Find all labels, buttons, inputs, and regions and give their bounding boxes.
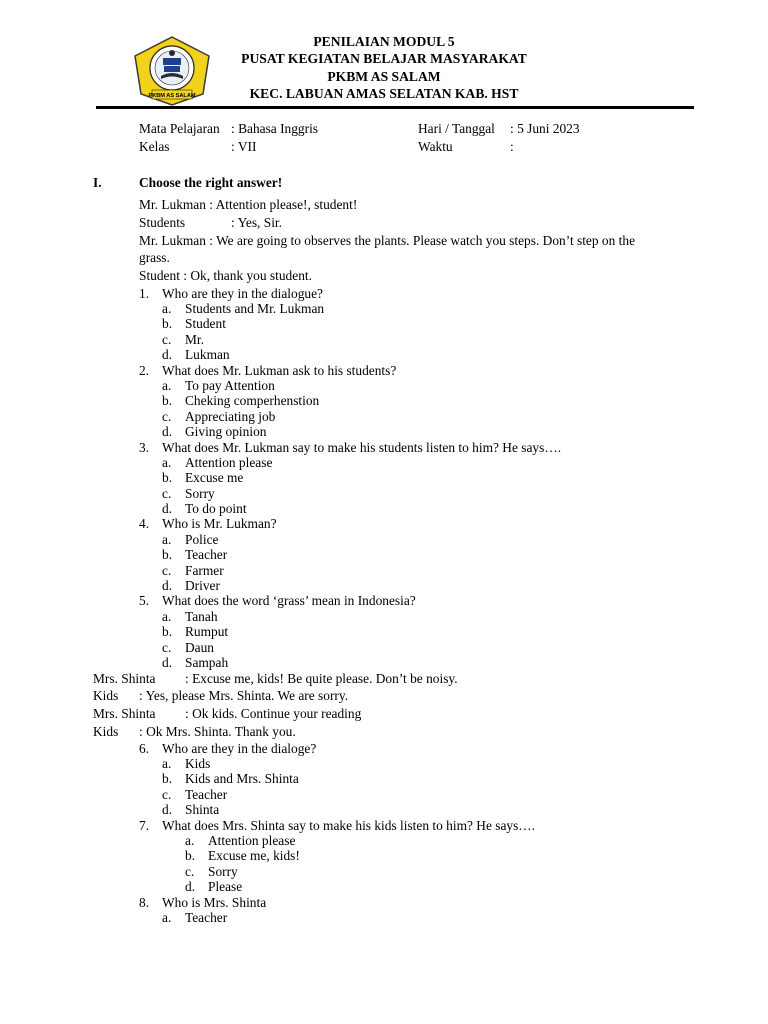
dialogue-speaker: Students <box>139 215 186 230</box>
option-letter: a. <box>162 532 172 547</box>
option-text: Teacher <box>185 787 228 802</box>
question-number: 3. <box>139 440 150 455</box>
dialogue-speaker: Mrs. Shinta <box>93 706 156 721</box>
option-text: To pay Attention <box>185 378 275 393</box>
question-text: Who are they in the dialogue? <box>162 286 323 301</box>
option-text: Rumput <box>185 624 229 639</box>
option-letter: c. <box>162 563 172 578</box>
option-text: Attention please <box>185 455 273 470</box>
question-number: 8. <box>139 895 150 910</box>
option-text: Students and Mr. Lukman <box>185 301 325 316</box>
question-number: 2. <box>139 363 150 378</box>
dialogue-line: Mr. Lukman : Attention please!, student! <box>139 197 358 212</box>
subject-value: : Bahasa Inggris <box>231 121 319 136</box>
option-text: Attention please <box>208 833 296 848</box>
option-text: Shinta <box>185 802 220 817</box>
question-number: 7. <box>139 818 150 833</box>
question-text: Who are they in the dialoge? <box>162 741 317 756</box>
question-text: What does Mr. Lukman say to make his students listen to him? He says…. <box>162 440 562 455</box>
option-text: Mr. <box>185 332 204 347</box>
date-label: Hari / Tanggal <box>418 121 495 136</box>
dialogue-line: : Excuse me, kids! Be quite please. Don’t be noisy. <box>185 671 458 686</box>
header-divider <box>96 106 694 109</box>
option-letter: d. <box>162 802 173 817</box>
question-number: 1. <box>139 286 150 301</box>
option-letter: a. <box>162 378 172 393</box>
question-text: What does the word ‘grass’ mean in Indonesia? <box>162 593 416 608</box>
option-text: Sorry <box>208 864 238 879</box>
option-letter: d. <box>162 501 173 516</box>
option-letter: b. <box>185 848 196 863</box>
option-text: Excuse me, kids! <box>208 848 300 863</box>
class-label: Kelas <box>139 139 170 154</box>
option-letter: a. <box>162 910 172 925</box>
option-letter: b. <box>162 547 173 562</box>
header-institution: PUSAT KEGIATAN BELAJAR MASYARAKAT <box>241 51 527 66</box>
option-text: Tanah <box>185 609 218 624</box>
option-letter: c. <box>162 486 172 501</box>
option-text: Police <box>185 532 219 547</box>
option-text: Kids <box>185 756 211 771</box>
logo-caption: PKBM AS SALAM <box>148 93 196 99</box>
option-letter: c. <box>185 864 195 879</box>
option-letter: b. <box>162 470 173 485</box>
option-text: Lukman <box>185 347 230 362</box>
option-letter: d. <box>162 347 173 362</box>
option-text: Daun <box>185 640 215 655</box>
option-letter: d. <box>162 578 173 593</box>
question-number: 5. <box>139 593 150 608</box>
option-letter: c. <box>162 787 172 802</box>
header-address: KEC. LABUAN AMAS SELATAN KAB. HST <box>249 86 519 101</box>
dialogue-line: : Ok Mrs. Shinta. Thank you. <box>139 724 296 739</box>
option-letter: b. <box>162 771 173 786</box>
dialogue-line: grass. <box>139 250 170 265</box>
section-number: I. <box>93 175 102 190</box>
option-text: Teacher <box>185 547 228 562</box>
option-text: Sampah <box>185 655 229 670</box>
header-title: PENILAIAN MODUL 5 <box>313 34 455 49</box>
option-letter: b. <box>162 316 173 331</box>
option-letter: c. <box>162 332 172 347</box>
class-value: : VII <box>231 139 257 154</box>
dialogue-speaker: Mrs. Shinta <box>93 671 156 686</box>
dialogue-speaker: Kids <box>93 724 119 739</box>
dialogue-speaker: Kids <box>93 688 119 703</box>
question-text: Who is Mrs. Shinta <box>162 895 267 910</box>
option-letter: c. <box>162 640 172 655</box>
question-text: What does Mrs. Shinta say to make his kids listen to him? He says…. <box>162 818 536 833</box>
option-letter: a. <box>162 756 172 771</box>
date-value: : 5 Juni 2023 <box>510 121 580 136</box>
dialogue-line: : Ok kids. Continue your reading <box>185 706 362 721</box>
dialogue-line: Student : Ok, thank you student. <box>139 268 312 283</box>
option-letter: a. <box>162 455 172 470</box>
option-letter: b. <box>162 393 173 408</box>
option-letter: a. <box>162 301 172 316</box>
option-letter: b. <box>162 624 173 639</box>
dialogue-line: : Yes, please Mrs. Shinta. We are sorry. <box>139 688 349 703</box>
time-value: : <box>510 139 514 154</box>
subject-label: Mata Pelajaran <box>139 121 220 136</box>
option-text: Farmer <box>185 563 224 578</box>
option-text: Student <box>185 316 226 331</box>
question-text: Who is Mr. Lukman? <box>162 516 277 531</box>
option-text: Excuse me <box>185 470 244 485</box>
dialogue-line: : Yes, Sir. <box>231 215 282 230</box>
option-text: Driver <box>185 578 220 593</box>
option-letter: d. <box>162 655 173 670</box>
option-text: Please <box>208 879 243 894</box>
time-label: Waktu <box>418 139 453 154</box>
question-text: What does Mr. Lukman ask to his students? <box>162 363 397 378</box>
option-letter: d. <box>162 424 173 439</box>
option-letter: a. <box>162 609 172 624</box>
option-letter: c. <box>162 409 172 424</box>
option-text: Sorry <box>185 486 215 501</box>
option-text: Giving opinion <box>185 424 267 439</box>
option-letter: d. <box>185 879 196 894</box>
option-text: Cheking comperhenstion <box>185 393 320 408</box>
option-text: To do point <box>185 501 247 516</box>
section-title: Choose the right answer! <box>139 175 283 190</box>
option-letter: a. <box>185 833 195 848</box>
question-number: 6. <box>139 741 150 756</box>
option-text: Appreciating job <box>185 409 276 424</box>
option-text: Kids and Mrs. Shinta <box>185 771 299 786</box>
dialogue-line: Mr. Lukman : We are going to observes the plants. Please watch you steps. Don’t step on the <box>139 233 636 248</box>
header-school-name: PKBM AS SALAM <box>327 69 441 84</box>
option-text: Teacher <box>185 910 228 925</box>
question-number: 4. <box>139 516 150 531</box>
